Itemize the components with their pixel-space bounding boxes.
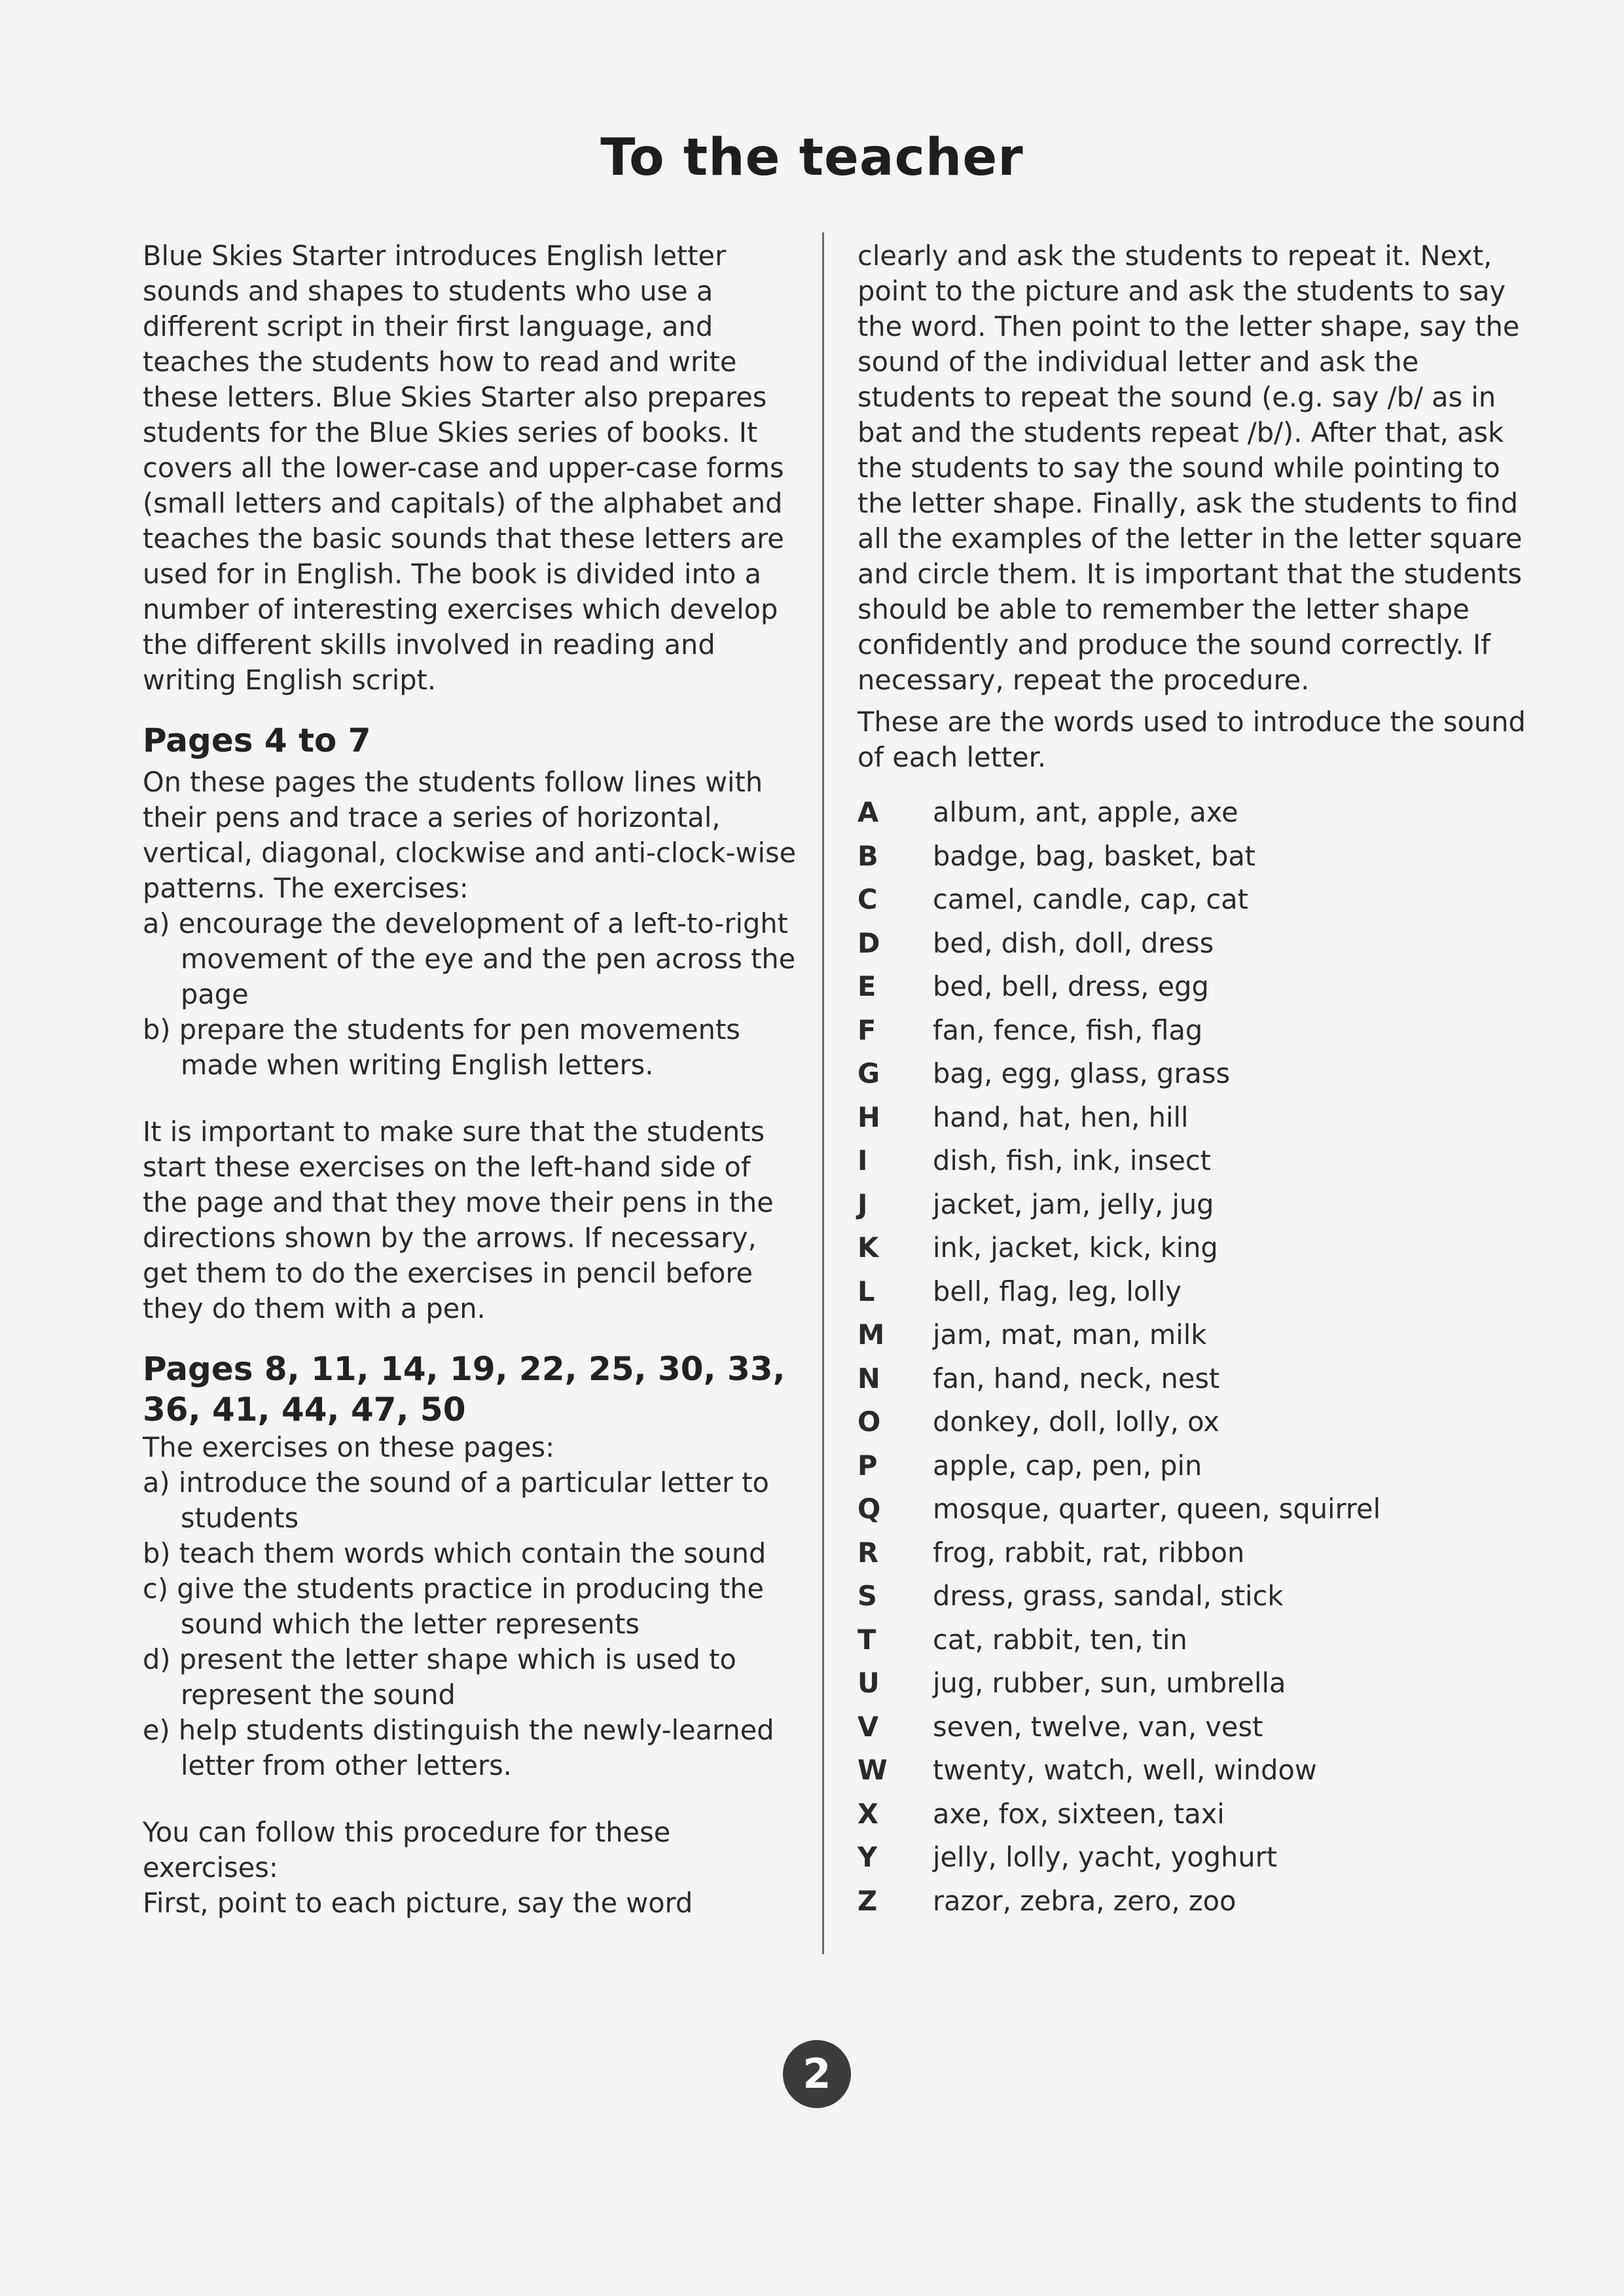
alphabet-row xyxy=(857,878,1532,922)
alphabet-letter: I xyxy=(857,1144,868,1177)
alphabet-row xyxy=(857,1183,1532,1227)
alphabet-letter: M xyxy=(857,1319,885,1351)
words-intro: These are the words used to introduce the sound of each letter. xyxy=(857,706,1526,773)
alphabet-row xyxy=(857,1836,1532,1880)
alphabet-words: hand, hat, hen, hill xyxy=(933,1101,1189,1133)
alphabet-row xyxy=(857,1618,1532,1662)
alphabet-row xyxy=(857,1880,1532,1923)
alphabet-words: bell, flag, leg, lolly xyxy=(933,1275,1182,1307)
alphabet-row xyxy=(857,1139,1532,1183)
alphabet-row xyxy=(857,1444,1532,1488)
alphabet-row xyxy=(857,1096,1532,1140)
right-column xyxy=(857,238,1532,1923)
alphabet-letter: G xyxy=(857,1057,880,1090)
alphabet-letter: B xyxy=(857,839,878,872)
alphabet-row xyxy=(857,1487,1532,1531)
alphabet-letter: X xyxy=(857,1797,878,1830)
alphabet-words: album, ant, apple, axe xyxy=(933,796,1238,829)
alphabet-letter: D xyxy=(857,926,880,959)
page-number-badge: 2 xyxy=(783,2040,851,2108)
page-title: To the teacher xyxy=(600,128,1024,187)
alphabet-letter: U xyxy=(857,1667,880,1700)
alphabet-words: jug, rubber, sun, umbrella xyxy=(933,1667,1286,1700)
alphabet-word-list xyxy=(857,791,1532,1923)
alphabet-words: razor, zebra, zero, zoo xyxy=(933,1884,1236,1917)
alphabet-words: cat, rabbit, ten, tin xyxy=(933,1623,1187,1656)
alphabet-letter: K xyxy=(857,1231,879,1264)
section1-text: On these pages the students follow lines with their pens and trace a series of horizontal, vertical, diagonal, clockwise and anti-clock-wise patterns. The exercises: xyxy=(143,766,797,904)
alphabet-letter: Y xyxy=(857,1841,878,1874)
alphabet-words: jelly, lolly, yacht, yoghurt xyxy=(933,1841,1277,1874)
alphabet-words: seven, twelve, van, vest xyxy=(933,1710,1263,1743)
alphabet-row xyxy=(857,922,1532,966)
procedure-start: First, point to each picture, say the word xyxy=(143,1887,693,1919)
alphabet-words: donkey, doll, lolly, ox xyxy=(933,1406,1219,1438)
alphabet-words: bed, dish, doll, dress xyxy=(933,926,1214,959)
alphabet-row xyxy=(857,1575,1532,1618)
alphabet-row xyxy=(857,1313,1532,1357)
alphabet-words: fan, hand, neck, nest xyxy=(933,1362,1220,1394)
alphabet-letter: S xyxy=(857,1580,877,1613)
alphabet-row xyxy=(857,1705,1532,1749)
list-item: d) present the letter shape which is used to represent the sound xyxy=(143,1643,736,1711)
alphabet-letter: A xyxy=(857,796,879,829)
alphabet-words: twenty, watch, well, window xyxy=(933,1754,1317,1787)
alphabet-words: dress, grass, sandal, stick xyxy=(933,1580,1284,1613)
alphabet-words: bed, bell, dress, egg xyxy=(933,970,1209,1003)
alphabet-words: bag, egg, glass, grass xyxy=(933,1057,1231,1090)
alphabet-letter: C xyxy=(857,883,878,916)
alphabet-letter: Z xyxy=(857,1884,878,1917)
alphabet-row xyxy=(857,1270,1532,1314)
alphabet-letter: W xyxy=(857,1754,888,1787)
list-item: e) help students distinguish the newly-learned letter from other letters. xyxy=(143,1714,774,1781)
alphabet-words: jam, mat, man, milk xyxy=(933,1319,1207,1351)
alphabet-words: apple, cap, pen, pin xyxy=(933,1449,1202,1482)
alphabet-row xyxy=(857,1749,1532,1793)
section1-note: It is important to make sure that the students start these exercises on the left-hand side of the page and that they move their pens in the directions shown by the arrows. If necessary, get them to do the exercises in pencil before they do them with a pen. xyxy=(143,1116,774,1324)
intro-paragraph: Blue Skies Starter introduces English letter sounds and shapes to students who use a different script in their first language, and teaches the students how to read and write these letters. Blue Skies Starter also prepares students for the Blue Skies series of books. It covers all the lower-case and upper-case forms (small letters and capitals) of the alphabet and teaches the basic sounds that these letters are used for in English. The book is divided into a number of interesting exercises which develop the different skills involved in reading and writing English script. xyxy=(143,240,784,696)
list-item: a) introduce the sound of a particular letter to students xyxy=(143,1467,769,1534)
list-item: b) prepare the students for pen movements made when writing English letters. xyxy=(143,1013,740,1081)
list-item: a) encourage the development of a left-to-right movement of the eye and the pen across the page xyxy=(143,907,796,1010)
alphabet-words: frog, rabbit, rat, ribbon xyxy=(933,1536,1245,1569)
alphabet-words: camel, candle, cap, cat xyxy=(933,883,1248,916)
alphabet-words: fan, fence, fish, flag xyxy=(933,1013,1203,1046)
alphabet-letter: H xyxy=(857,1101,880,1133)
procedure-continued: clearly and ask the students to repeat it. Next, point to the picture and ask the students to say the word. Then point to the letter shape, say the sound of the individual letter and ask the students to repeat the sound (e.g. say /b/ as in bat and the students repeat /b/). After that, ask the students to say the sound while pointing to the letter shape. Finally, ask the students to find all the examples of the letter in the letter square and circle them. It is important that the students should be able to remember the letter shape confidently and produce the sound correctly. If necessary, repeat the procedure. xyxy=(857,240,1523,696)
section-heading-pages-list: Pages 8, 11, 14, 19, 22, 25, 30, 33, 36, 41, 44, 47, 50 xyxy=(143,1350,785,1429)
alphabet-letter: L xyxy=(857,1275,875,1307)
section-heading-pages-4-7: Pages 4 to 7 xyxy=(143,721,371,759)
procedure-intro: You can follow this procedure for these exercises: xyxy=(143,1816,671,1884)
alphabet-letter: E xyxy=(857,970,876,1003)
column-divider xyxy=(822,232,824,1954)
alphabet-words: dish, fish, ink, insect xyxy=(933,1144,1211,1177)
alphabet-row xyxy=(857,965,1532,1009)
alphabet-letter: J xyxy=(857,1188,868,1220)
alphabet-words: axe, fox, sixteen, taxi xyxy=(933,1797,1225,1830)
alphabet-letter: Q xyxy=(857,1493,881,1525)
alphabet-row xyxy=(857,835,1532,879)
alphabet-words: mosque, quarter, queen, squirrel xyxy=(933,1493,1381,1525)
alphabet-row xyxy=(857,1052,1532,1096)
list-item: b) teach them words which contain the sound xyxy=(143,1537,767,1569)
alphabet-row xyxy=(857,791,1532,835)
alphabet-letter: T xyxy=(857,1623,876,1656)
list-item: c) give the students practice in producing the sound which the letter represents xyxy=(143,1573,764,1640)
alphabet-letter: R xyxy=(857,1536,878,1569)
alphabet-letter: V xyxy=(857,1710,879,1743)
alphabet-row xyxy=(857,1009,1532,1053)
alphabet-row xyxy=(857,1400,1532,1444)
alphabet-letter: F xyxy=(857,1013,876,1046)
alphabet-letter: N xyxy=(857,1362,880,1394)
alphabet-words: ink, jacket, kick, king xyxy=(933,1231,1218,1264)
alphabet-words: badge, bag, basket, bat xyxy=(933,839,1256,872)
alphabet-letter: O xyxy=(857,1406,881,1438)
alphabet-row xyxy=(857,1531,1532,1575)
left-column xyxy=(143,238,797,1921)
alphabet-row xyxy=(857,1662,1532,1705)
section2-text: The exercises on these pages: xyxy=(143,1431,555,1463)
alphabet-row xyxy=(857,1793,1532,1836)
alphabet-letter: P xyxy=(857,1449,878,1482)
alphabet-words: jacket, jam, jelly, jug xyxy=(933,1188,1214,1220)
alphabet-row xyxy=(857,1226,1532,1270)
alphabet-row xyxy=(857,1357,1532,1401)
